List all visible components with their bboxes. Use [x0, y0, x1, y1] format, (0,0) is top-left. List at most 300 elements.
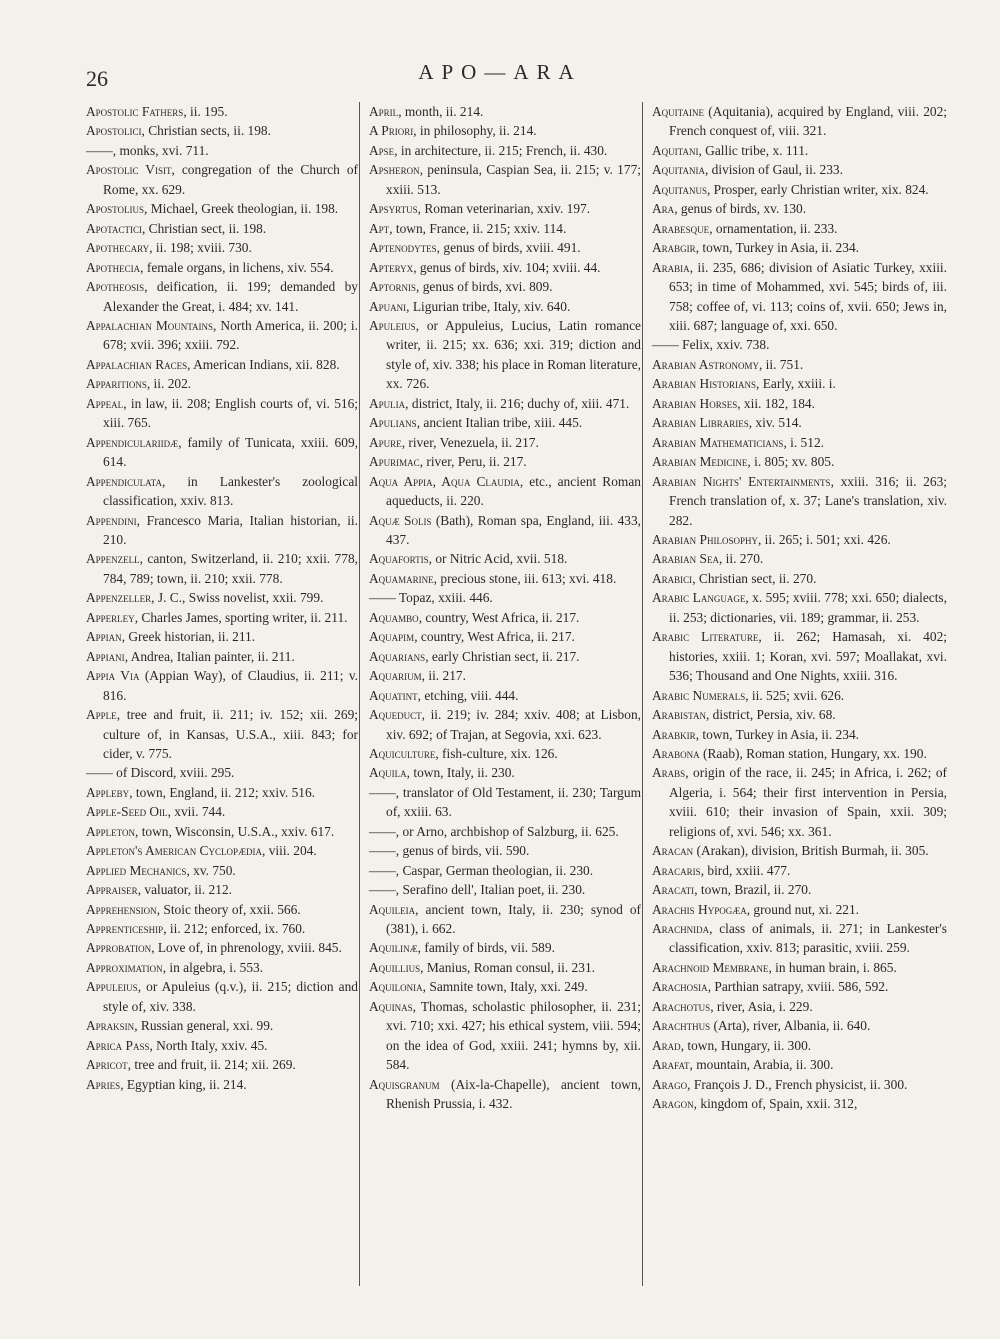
entry-headword: A Priori — [369, 123, 414, 139]
entry-headword: Appiani — [86, 648, 125, 664]
entry-text: , female organs, in lichens, xiv. 554. — [140, 259, 334, 275]
index-entry — [652, 900, 947, 919]
index-entry — [86, 822, 358, 841]
entry-text: , town, Turkey in Asia, ii. 234. — [695, 240, 859, 256]
index-entry — [86, 861, 358, 880]
entry-text: , district, Italy, ii. 216; duchy of, xiii. 471. — [405, 395, 630, 411]
index-entry — [652, 355, 947, 374]
entry-headword: Arabian Philosophy — [652, 531, 758, 547]
index-entry — [652, 958, 947, 977]
index-entry — [369, 238, 641, 257]
entry-text: , town, Brazil, ii. 270. — [694, 882, 812, 898]
entry-text: , in human brain, i. 865. — [768, 959, 897, 975]
entry-text: (Aquitania), acquired by England, viii. 202; French conquest of, viii. 321. — [669, 104, 947, 139]
index-entry — [369, 1075, 641, 1114]
entry-headword: Aquilonia — [369, 979, 423, 995]
entry-text: , Michael, Greek theologian, ii. 198. — [144, 201, 339, 217]
entry-headword: Aquitaine — [652, 104, 704, 119]
index-entry — [86, 880, 358, 899]
index-entry — [86, 394, 358, 433]
entry-text: , ornamentation, ii. 233. — [709, 220, 838, 236]
entry-text: , ii. 235, 686; division of Asiatic Turkey, xxiii. 653; in time of Mohammed, xvi. 545; birds of, iii. 758; coffee of, vi. 113; coins of, xvii. 650; Jews in, xiii. 687; language of, xxi. 650. — [669, 259, 947, 333]
index-entry — [369, 258, 641, 277]
index-entry — [86, 763, 358, 782]
entry-text: , ii. 525; xvii. 626. — [745, 687, 845, 703]
entry-headword: Apricot — [86, 1057, 128, 1073]
entry-headword: Aquillius — [369, 959, 421, 975]
entry-text: , country, West Africa, ii. 217. — [414, 629, 575, 645]
entry-text: , river, Venezuela, ii. 217. — [401, 434, 539, 450]
index-entry — [652, 160, 947, 179]
entry-text: , bird, xxiii. 477. — [700, 862, 791, 878]
entry-text: , North Italy, xxiv. 45. — [149, 1037, 268, 1053]
index-entry — [86, 511, 358, 550]
entry-headword: Arafat — [652, 1057, 690, 1073]
entry-text: , North America, ii. 200; i. 678; xvii. 396; xxiii. 792. — [103, 317, 358, 353]
entry-text: , country, West Africa, ii. 217. — [418, 609, 580, 625]
entry-headword: Aracan — [652, 843, 694, 859]
index-entry — [86, 1016, 358, 1035]
column-rule — [359, 102, 360, 1286]
entry-text: , Love of, in phrenology, xviii. 845. — [151, 940, 342, 956]
entry-text: , i. 805; xv. 805. — [747, 454, 835, 470]
entry-headword: Appenzeller — [86, 590, 152, 606]
entry-text: , kingdom of, Spain, xxii. 312, — [693, 1096, 858, 1112]
index-entry — [369, 880, 641, 899]
entry-text: (Arakan), division, British Burmah, ii. 305. — [693, 843, 929, 859]
entry-text: , Early, xxiii. i. — [756, 376, 836, 392]
index-entry — [652, 1055, 947, 1074]
entry-headword: Aquæ Solis — [369, 512, 432, 528]
index-entry — [652, 686, 947, 705]
index-entry — [369, 997, 641, 1075]
entry-headword: Appendiculata — [86, 473, 162, 489]
entry-headword: Apuani — [369, 298, 407, 314]
entry-text: , ii. 751. — [758, 356, 804, 372]
index-entry — [652, 238, 947, 257]
index-entry — [369, 861, 641, 880]
entry-headword: Aquitani — [652, 142, 699, 158]
index-entry — [86, 277, 358, 316]
entry-headword: Arachnoid Membrane — [652, 959, 769, 975]
index-entry — [86, 472, 358, 511]
entry-headword: Applied Mechanics — [86, 862, 187, 878]
entry-text: , Charles James, sporting writer, ii. 211. — [134, 609, 348, 625]
index-entry — [652, 1016, 947, 1035]
index-entry — [86, 841, 358, 860]
entry-text: , genus of birds, xvi. 809. — [416, 279, 553, 295]
index-entry — [652, 374, 947, 393]
entry-text: , precious stone, iii. 613; xvi. 418. — [433, 570, 617, 586]
entry-text: , fish-culture, xix. 126. — [435, 745, 558, 761]
entry-text: , i. 512. — [783, 434, 824, 450]
index-entry — [86, 121, 358, 140]
entry-text: , early Christian sect, ii. 217. — [425, 648, 580, 664]
entry-headword: Apperley — [86, 609, 135, 625]
index-entry — [369, 705, 641, 744]
entry-text: , family of birds, vii. 589. — [417, 940, 555, 956]
entry-headword: Apprenticeship — [86, 921, 164, 937]
entry-headword: Apprehension — [86, 901, 157, 917]
index-entry — [369, 569, 641, 588]
entry-text: , xxiii. 316; ii. 263; French translation of, x. 37; Lane's translation, xiv. 282. — [669, 473, 947, 528]
entry-headword: Apple — [86, 707, 117, 723]
entry-headword: Aquambo — [369, 609, 419, 625]
entry-text: , xvii. 744. — [167, 804, 226, 820]
entry-headword: Appian — [86, 629, 122, 645]
entry-text: , American Indians, xii. 828. — [187, 356, 340, 372]
entry-text: ——, Serafino dell', Italian poet, ii. 230. — [369, 882, 586, 898]
entry-headword: Arabs — [652, 765, 686, 781]
entry-headword: Appia Via — [86, 668, 140, 684]
entry-headword: Arabkir — [652, 726, 696, 742]
index-entry — [86, 1075, 358, 1094]
entry-headword: Arachotus — [652, 998, 711, 1014]
entry-headword: Arabistan — [652, 707, 706, 723]
entry-text: (Aix-la-Chapelle), ancient town, Rhenish Prussia, i. 432. — [386, 1076, 641, 1112]
entry-headword: Arabic Language — [652, 590, 746, 606]
entry-headword: Aquisgranum — [369, 1076, 440, 1092]
entry-headword: Apothecia — [86, 259, 141, 275]
index-entry — [652, 141, 947, 160]
entry-text: , ii. 262; Hamasah, xi. 402; histories, xxiii. 1; Koran, xvi. 597; Moallakat, xvi. 536; Thousand and One Nights, xxiii. 316. — [669, 629, 947, 684]
entry-text: —— Topaz, xxiii. 446. — [369, 590, 493, 606]
entry-text: , class of animals, ii. 271; in Lankester's classification, xxiv. 813; parasitic, xviii. 259. — [669, 921, 947, 956]
index-entry — [86, 900, 358, 919]
entry-headword: Appuleius — [86, 979, 138, 995]
index-entry — [86, 627, 358, 646]
entry-text: , Manius, Roman consul, ii. 231. — [420, 959, 595, 975]
entry-headword: Apries — [86, 1076, 121, 1092]
entry-headword: Arachthus — [652, 1018, 711, 1034]
index-entry — [369, 121, 641, 140]
entry-text: (Appian Way), of Claudius, ii. 211; v. 816. — [103, 668, 359, 703]
entry-headword: Aquafortis — [369, 551, 429, 567]
index-entry — [86, 433, 358, 472]
index-entry — [652, 1094, 947, 1113]
index-entry — [86, 647, 358, 666]
entry-text: (Arta), river, Albania, ii. 640. — [710, 1018, 871, 1034]
entry-headword: Apsheron — [369, 162, 420, 178]
entry-text: —— Felix, xxiv. 738. — [652, 337, 770, 353]
entry-text: , xii. 182, 184. — [737, 395, 815, 411]
entry-text: , in algebra, i. 553. — [162, 959, 264, 975]
entry-headword: Apurimac — [369, 454, 420, 470]
index-entry — [369, 219, 641, 238]
entry-text: , Christian sect, ii. 198. — [141, 220, 267, 236]
index-entry — [369, 666, 641, 685]
index-column-1 — [86, 102, 358, 1094]
index-entry — [652, 977, 947, 996]
index-entry — [652, 997, 947, 1016]
entry-text: , town, Turkey in Asia, ii. 234. — [695, 726, 859, 742]
entry-headword: Arabia — [652, 259, 690, 275]
entry-text: , ii. 270. — [718, 551, 764, 567]
entry-text: , river, Peru, ii. 217. — [419, 454, 527, 470]
index-entry — [86, 919, 358, 938]
entry-headword: Apraksin — [86, 1018, 135, 1034]
entry-text: , François J. D., French physicist, ii. 300. — [687, 1076, 908, 1092]
entry-text: —— of Discord, xviii. 295. — [86, 765, 235, 781]
entry-text: (Raab), Roman station, Hungary, xx. 190. — [699, 745, 927, 761]
index-entry — [369, 549, 641, 568]
index-entry — [369, 472, 641, 511]
entry-headword: Appleby — [86, 784, 130, 800]
index-entry — [652, 258, 947, 336]
entry-text: , or Apuleius (q.v.), ii. 215; diction and style of, xiv. 338. — [103, 979, 358, 1014]
index-entry — [652, 102, 947, 141]
index-entry — [652, 880, 947, 899]
entry-headword: Aptenodytes — [369, 240, 437, 256]
entry-headword: Apothecary — [86, 240, 150, 256]
entry-text: , etching, viii. 444. — [417, 687, 519, 703]
entry-text: , congregation of the Church of Rome, xx. 629. — [103, 162, 358, 197]
entry-headword: Arabic Literature — [652, 629, 759, 645]
index-entry — [86, 316, 358, 355]
entry-text: , canton, Switzerland, ii. 210; xxii. 778, 784, 789; town, ii. 210; xxii. 778. — [103, 551, 358, 586]
index-entry — [369, 647, 641, 666]
index-entry — [86, 705, 358, 763]
index-entry — [652, 219, 947, 238]
entry-headword: Arabesque — [652, 220, 710, 236]
entry-text: , division of Gaul, ii. 233. — [704, 162, 843, 178]
entry-text: , ii. 217. — [421, 668, 466, 684]
entry-text: , or Nitric Acid, xvii. 518. — [428, 551, 568, 567]
index-entry — [369, 938, 641, 957]
index-entry — [652, 705, 947, 724]
index-entry — [369, 822, 641, 841]
entry-headword: Apteryx — [369, 259, 414, 275]
index-entry — [369, 433, 641, 452]
index-entry — [369, 141, 641, 160]
entry-headword: Aquilinæ — [369, 940, 418, 956]
entry-headword: Aquila — [369, 765, 407, 781]
index-entry — [652, 452, 947, 471]
index-entry — [86, 958, 358, 977]
index-column-3 — [652, 102, 947, 1114]
entry-text: , deification, ii. 199; demanded by Alexander the Great, i. 484; xv. 141. — [103, 279, 358, 314]
index-entry — [369, 316, 641, 394]
entry-headword: Apostolic Visit — [86, 162, 172, 178]
entry-text: , Francesco Maria, Italian historian, ii. 210. — [103, 512, 358, 547]
index-entry — [369, 511, 641, 550]
entry-text: , Christian sects, ii. 198. — [141, 123, 271, 139]
index-entry — [86, 160, 358, 199]
entry-text: , ancient Italian tribe, xiii. 445. — [416, 415, 583, 431]
entry-headword: Appendini — [86, 512, 137, 528]
entry-text: , etc., ancient Roman aqueducts, ii. 220. — [386, 473, 641, 509]
entry-text: , ii. 202. — [146, 376, 192, 392]
entry-headword: Apsyrtus — [369, 201, 418, 217]
index-entry — [369, 413, 641, 432]
entry-headword: Arago — [652, 1076, 688, 1092]
index-entry — [86, 1055, 358, 1074]
index-entry — [369, 588, 641, 607]
entry-text: , district, Persia, xiv. 68. — [705, 707, 836, 723]
entry-headword: Arabian Astronomy — [652, 356, 759, 372]
index-entry — [369, 394, 641, 413]
entry-text: , x. 595; xviii. 778; xxi. 650; dialects, ii. 253; dictionaries, vii. 189; grammar, ii. 253. — [669, 590, 947, 625]
index-entry — [652, 530, 947, 549]
entry-headword: Appendiculariidæ — [86, 434, 179, 450]
entry-headword: Arabian Libraries — [652, 415, 749, 431]
index-column-2 — [369, 102, 641, 1114]
index-entry — [652, 569, 947, 588]
entry-headword: Approximation — [86, 959, 163, 975]
index-entry — [369, 160, 641, 199]
entry-text: , Stoic theory of, xxii. 566. — [156, 901, 301, 917]
index-entry — [369, 977, 641, 996]
index-entry — [86, 219, 358, 238]
entry-headword: Arachis Hypogæa — [652, 901, 747, 917]
index-entry — [652, 180, 947, 199]
index-entry — [652, 335, 947, 354]
entry-text: ——, translator of Old Testament, ii. 230; Targum of, xxiii. 63. — [369, 784, 641, 820]
index-entry — [369, 900, 641, 939]
entry-text: , town, Hungary, ii. 300. — [680, 1037, 812, 1053]
entry-headword: Appalachian Mountains — [86, 317, 214, 333]
index-entry — [86, 102, 358, 121]
entry-text: , tree and fruit, ii. 211; iv. 152; xii. 269; culture of, in Kansas, U.S.A., xiii. 843; for cider, v. 775. — [103, 707, 358, 761]
entry-text: , genus of birds, xviii. 491. — [436, 240, 581, 256]
index-entry — [652, 627, 947, 685]
index-entry — [86, 608, 358, 627]
index-entry — [369, 686, 641, 705]
index-entry — [86, 549, 358, 588]
entry-text: , Thomas, scholastic philosopher, ii. 231; xvi. 710; xxi. 427; his ethical system, viii. 594; on the idea of God, xxiii. 241; hymns by, xii. 584. — [386, 998, 641, 1073]
entry-headword: Appraiser — [86, 882, 138, 898]
entry-headword: Apuleius — [369, 317, 416, 333]
index-entry — [86, 199, 358, 218]
index-entry — [86, 802, 358, 821]
index-entry — [86, 977, 358, 1016]
entry-headword: Aquarians — [369, 648, 426, 664]
index-entry — [652, 199, 947, 218]
index-entry — [652, 861, 947, 880]
entry-text: , ii. 219; iv. 284; xxiv. 408; at Lisbon, xiv. 692; of Trajan, at Segovia, xxi. 623. — [386, 707, 641, 742]
entry-text: ——, genus of birds, vii. 590. — [369, 843, 530, 859]
index-entry — [86, 666, 358, 705]
entry-headword: Appleton's American Cyclopædia — [86, 843, 262, 859]
entry-text: , tree and fruit, ii. 214; xii. 269. — [127, 1057, 296, 1073]
entry-text: ——, monks, xvi. 711. — [86, 142, 209, 158]
entry-headword: Aquatint — [369, 687, 418, 703]
index-entry — [86, 238, 358, 257]
entry-text: , viii. 204. — [262, 843, 317, 859]
entry-text: , ii. 195. — [183, 104, 228, 119]
index-entry — [652, 763, 947, 841]
entry-text: , ii. 198; xviii. 730. — [149, 240, 252, 256]
entry-text: , Russian general, xxi. 99. — [134, 1018, 274, 1034]
entry-headword: Arabian Medicine — [652, 454, 748, 470]
index-entry — [86, 1036, 358, 1055]
entry-headword: Aquamarine — [369, 570, 434, 586]
entry-text: , genus of birds, xiv. 104; xviii. 44. — [413, 259, 601, 275]
page-number: 26 — [86, 66, 108, 91]
entry-headword: Ara — [652, 201, 675, 217]
entry-headword: Aquinas — [369, 998, 413, 1014]
entry-headword: Arabgir — [652, 240, 696, 256]
entry-text: , genus of birds, xv. 130. — [674, 201, 807, 217]
column-rule — [642, 102, 643, 1286]
entry-headword: Arabic Numerals — [652, 687, 746, 703]
entry-headword: Aracaris — [652, 862, 701, 878]
entry-text: , Christian sect, ii. 270. — [692, 570, 817, 586]
entry-text: , town, England, ii. 212; xxiv. 516. — [129, 784, 316, 800]
index-entry — [652, 744, 947, 763]
entry-headword: Arabian Nights' Entertainments — [652, 473, 831, 489]
index-entry — [369, 744, 641, 763]
entry-headword: Aptornis — [369, 279, 417, 295]
entry-headword: Appeal — [86, 395, 124, 411]
index-entry — [86, 938, 358, 957]
entry-headword: Aqua Appia, Aqua Claudia — [369, 473, 520, 489]
entry-headword: Aquiculture — [369, 745, 436, 761]
index-entry — [369, 608, 641, 627]
entry-headword: Arachosia — [652, 979, 708, 995]
entry-text: , month, ii. 214. — [398, 104, 484, 119]
entry-text: , valuator, ii. 212. — [137, 882, 232, 898]
entry-text: , ii. 265; i. 501; xxi. 426. — [757, 531, 891, 547]
entry-text: , peninsula, Caspian Sea, ii. 215; v. 177; xxiii. 513. — [386, 162, 641, 197]
entry-headword: Aprica Pass — [86, 1037, 150, 1053]
entry-headword: Apparitions — [86, 376, 147, 392]
entry-text: , origin of the race, ii. 245; in Africa, i. 262; of Algeria, i. 564; their first intervention in Persia, xviii. 610; their invasion of Spain, xxii. 309; religions of, xvi. 546; xx. 361. — [669, 765, 947, 839]
entry-text: ——, or Arno, archbishop of Salzburg, ii. 625. — [369, 823, 619, 839]
index-entry — [652, 725, 947, 744]
entry-text: , xiv. 514. — [748, 415, 802, 431]
entry-text: , family of Tunicata, xxiii. 609, 614. — [103, 434, 358, 470]
entry-headword: Approbation — [86, 940, 152, 956]
entry-text: , Parthian satrapy, xviii. 586, 592. — [707, 979, 889, 995]
entry-headword: Apotactici — [86, 220, 142, 236]
entry-text: , ancient town, Italy, ii. 230; synod of (381), i. 662. — [386, 901, 641, 937]
entry-text: , Ligurian tribe, Italy, xiv. 640. — [406, 298, 571, 314]
index-entry — [652, 472, 947, 530]
entry-headword: Arad — [652, 1037, 681, 1053]
entry-text: , Roman veterinarian, xxiv. 197. — [417, 201, 591, 217]
index-entry — [369, 297, 641, 316]
index-entry — [86, 355, 358, 374]
entry-headword: Appalachian Races — [86, 356, 188, 372]
index-entry — [369, 102, 641, 121]
entry-text: , Gallic tribe, x. 111. — [698, 142, 809, 158]
index-entry — [652, 919, 947, 958]
entry-headword: Aquitanus — [652, 181, 707, 197]
entry-headword: Aracati — [652, 882, 695, 898]
entry-headword: Arabian Historians — [652, 376, 757, 392]
index-entry — [652, 1036, 947, 1055]
entry-text: , Prosper, early Christian writer, xix. 824. — [706, 181, 929, 197]
entry-text: , or Appuleius, Lucius, Latin romance writer, ii. 215; xx. 636; xxi. 319; diction and style of, xiv. 338; his place in Roman literature, xx. 726. — [386, 317, 641, 392]
entry-headword: Apulia — [369, 395, 406, 411]
entry-headword: Apotheosis — [86, 279, 145, 295]
entry-headword: Arabian Horses — [652, 395, 738, 411]
index-entry — [86, 141, 358, 160]
entry-text: , in law, ii. 208; English courts of, vi. 516; xiii. 765. — [103, 395, 358, 431]
index-entry — [652, 413, 947, 432]
entry-text: , in Lankester's zoological classification, xxiv. 813. — [103, 473, 358, 509]
index-entry — [86, 588, 358, 607]
index-entry — [369, 627, 641, 646]
entry-headword: Aquapim — [369, 629, 415, 645]
index-entry — [652, 1075, 947, 1094]
index-entry — [86, 258, 358, 277]
entry-text: , Egyptian king, ii. 214. — [120, 1076, 247, 1092]
entry-text: , xv. 750. — [186, 862, 236, 878]
index-entry — [86, 783, 358, 802]
entry-text: , river, Asia, i. 229. — [710, 998, 813, 1014]
